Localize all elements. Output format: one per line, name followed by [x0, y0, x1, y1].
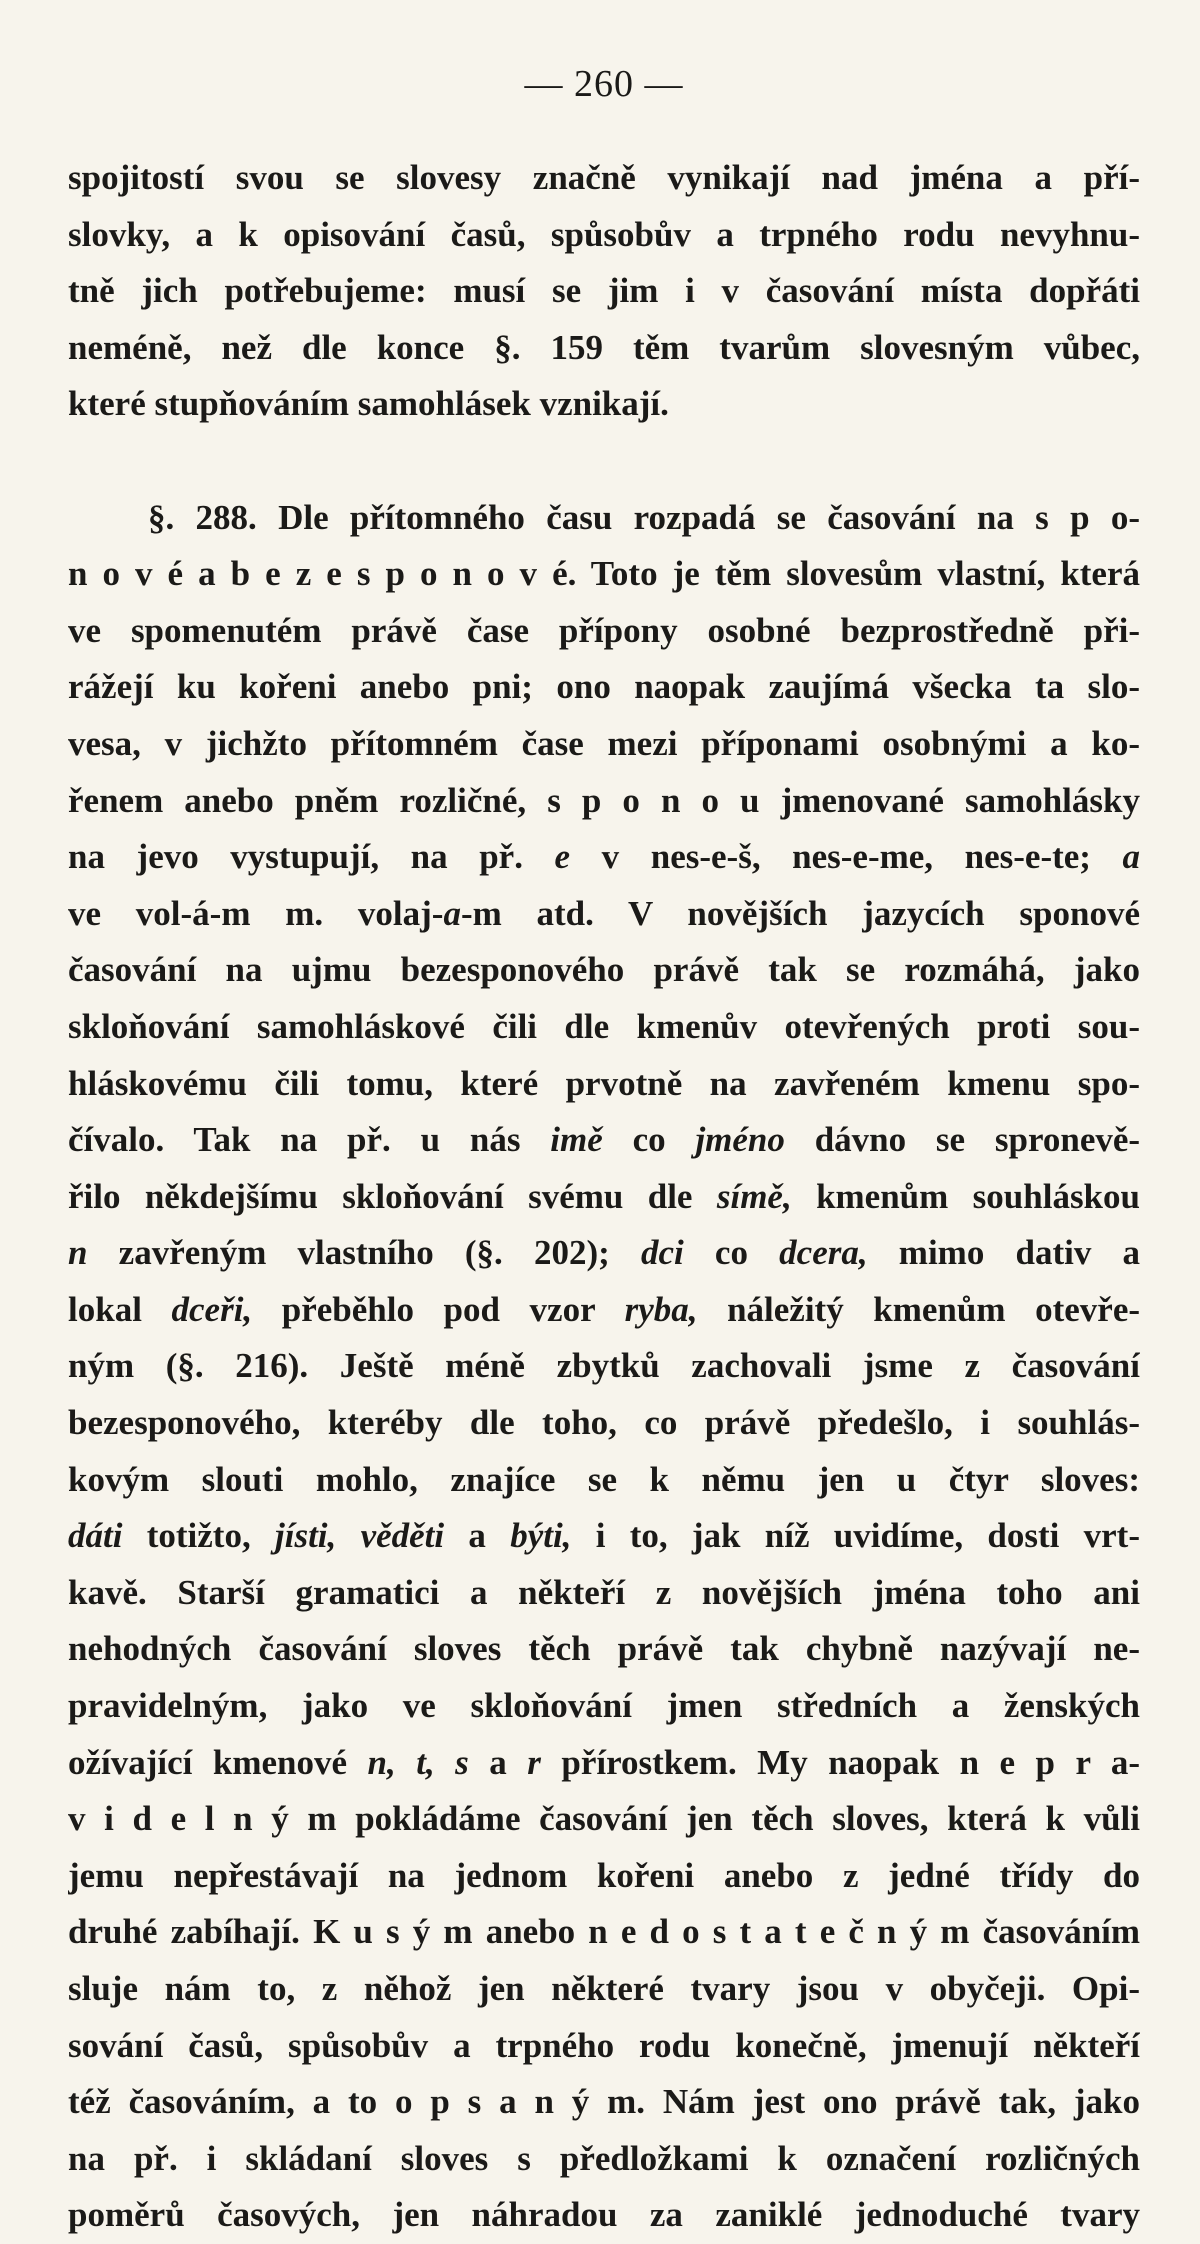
text-line: poměrů časových, jen náhradou za zaniklé jednoduché tvary	[68, 2195, 1140, 2235]
text-line	[68, 1791, 1140, 1848]
italic-term: dceři,	[171, 1289, 253, 1329]
text-span: přeběhlo pod vzor	[281, 1289, 595, 1329]
italic-term: símě,	[716, 1176, 792, 1216]
text-line: hláskovému čili tomu, které prvotně na zavřeném kmenu spo-	[68, 1063, 1140, 1103]
text-span: §. 288. Dle přítomného času rozpadá se časování na	[148, 497, 1014, 537]
italic-term: ryba,	[624, 1289, 698, 1329]
italic-term: r	[527, 1742, 541, 1782]
text-span: lokal	[68, 1289, 142, 1329]
text-line: ve spomenutém právě čase přípony osobné bezprostředně při-	[68, 610, 1140, 650]
text-span: a	[489, 1742, 507, 1782]
text-line	[68, 1169, 1140, 1226]
page-number: — 260 —	[524, 63, 684, 105]
text-span: též časováním, a to	[68, 2082, 378, 2122]
text-span: mimo dativ a	[898, 1233, 1140, 1273]
text-line: jemu nepřestávají na jednom kořeni anebo z jedné třídy do	[68, 1855, 1140, 1895]
text-line	[68, 490, 1140, 547]
text-line: vesa, v jichžto přítomném čase mezi příponami osobnými a ko-	[68, 723, 1140, 763]
text-line: rážejí ku kořeni anebo pni; ono naopak zaujímá všecka ta slo-	[68, 667, 1140, 707]
text-line: skloňování samohláskové čili dle kmenův otevřených proti sou-	[68, 1006, 1140, 1046]
text-line	[68, 1735, 1140, 1792]
text-line: ným (§. 216). Ještě méně zbytků zachovali jsme z časování	[68, 1346, 1140, 1386]
text-line	[68, 773, 1140, 830]
text-line	[68, 2074, 1140, 2131]
text-line: kavě. Starší gramatici a někteří z novějších jména toho ani	[68, 1572, 1140, 1612]
text-line: časování na ujmu bezesponového právě tak se rozmáhá, jako	[68, 950, 1140, 990]
text-line: slovky, a k opisování časů, spůsobův a trpného rodu nevyhnu-	[68, 214, 1140, 254]
paragraph-2	[68, 490, 1140, 2244]
text-line: které stupňováním samohlásek vznikají.	[68, 384, 669, 424]
text-span: na jevo vystupují, na př.	[68, 837, 523, 877]
text-line: tně jich potřebujeme: musí se jim i v časování místa dopřáti	[68, 271, 1140, 311]
spaced-term: o p s a n ý m.	[395, 2082, 646, 2122]
text-span: zavřeným vlastního (§. 202);	[118, 1233, 610, 1273]
italic-term: n	[68, 1233, 88, 1273]
text-line: kovým slouti mohlo, znajíce se k němu jen u čtyr sloves:	[68, 1459, 1140, 1499]
text-line	[68, 1112, 1140, 1169]
text-span: a	[198, 554, 216, 594]
text-line	[68, 1904, 1140, 1961]
text-span: co	[632, 1120, 666, 1160]
text-span: Nám jest ono právě tak, jako	[662, 2082, 1140, 2122]
spaced-term: n o v é	[68, 554, 184, 594]
text-span: náležitý kmenům otevře-	[727, 1289, 1140, 1329]
text-line	[68, 1282, 1140, 1339]
italic-term: e	[554, 837, 571, 877]
text-span: v nes-e-š, nes-e-me, nes-e-te;	[601, 837, 1091, 877]
text-span: druhé zabíhají.	[68, 1912, 300, 1952]
spaced-term: s p o-	[1035, 497, 1140, 537]
text-span: anebo	[485, 1912, 576, 1952]
italic-term: a	[443, 893, 461, 933]
spaced-term: n e p r a-	[959, 1742, 1140, 1782]
text-span: časováním	[982, 1912, 1140, 1952]
text-span: čívalo. Tak na př. u nás	[68, 1120, 521, 1160]
spaced-term: n e d o s t a t e č n ý m	[588, 1912, 970, 1952]
text-line	[68, 829, 1140, 886]
italic-term: n, t, s	[367, 1742, 469, 1782]
text-line: sování časů, spůsobův a trpného rodu konečně, jmenují někteří	[68, 2025, 1140, 2065]
paragraph-1	[68, 150, 1140, 433]
italic-term: věděti	[360, 1516, 445, 1556]
text-span: ve vol-á-m m. volaj-	[68, 893, 444, 933]
text-span: co	[714, 1233, 748, 1273]
text-line: na př. i skládaní sloves s předložkami k označení rozličných	[68, 2138, 1140, 2178]
text-line: spojitostí svou se slovesy značně vynikají nad jména a pří-	[68, 158, 1140, 197]
text-span: ožívající kmenové	[68, 1742, 348, 1782]
italic-term: jméno	[695, 1120, 785, 1160]
text-span: přírostkem. My naopak	[561, 1742, 940, 1782]
text-span: i to, jak níž uvidíme, dosti vrt-	[595, 1516, 1140, 1556]
text-line: nehodných časování sloves těch právě tak chybně nazývají ne-	[68, 1629, 1140, 1669]
text-span: dávno se spronevě-	[814, 1120, 1140, 1160]
text-line: sluje nám to, z něhož jen některé tvary jsou v obyčeji. Opi-	[68, 1969, 1140, 2008]
text-span: řenem anebo pněm rozličné,	[68, 780, 527, 820]
text-line	[68, 1508, 1140, 1565]
text-line: pravidelným, jako ve skloňování jmen středních a ženských	[68, 1686, 1140, 1726]
text-line: bezesponového, kteréby dle toho, co právě předešlo, i souhlás-	[68, 1403, 1140, 1443]
text-span: totižto,	[146, 1516, 251, 1556]
paragraph-gap	[68, 433, 1140, 490]
spaced-term: b e z e s p o n o v é.	[230, 554, 577, 594]
text-span: kmenům souhláskou	[816, 1176, 1140, 1216]
italic-term: a	[1122, 837, 1140, 877]
spaced-term: v i d e l n ý m	[68, 1799, 337, 1839]
text-span: Toto je těm slovesům vlastní, která	[590, 554, 1140, 594]
text-line	[68, 886, 1140, 943]
italic-term: jísti,	[275, 1516, 337, 1556]
italic-term: imě	[550, 1120, 603, 1160]
text-span: -m atd. V novějších jazycích sponové	[460, 893, 1140, 933]
text-line	[68, 1225, 1140, 1282]
italic-term: býti,	[510, 1516, 572, 1556]
text-span: pokládáme časování jen těch sloves, která k vůli	[355, 1799, 1140, 1839]
italic-term: dci	[640, 1233, 684, 1273]
italic-term: dcera,	[779, 1233, 868, 1273]
text-line	[68, 546, 1140, 603]
text-span: a	[468, 1516, 486, 1556]
italic-term: dáti	[68, 1516, 123, 1556]
text-span: řilo někdejšímu skloňování svému dle	[68, 1176, 693, 1216]
spaced-term: s p o n o u	[547, 780, 760, 820]
text-span: jmenované samohlásky	[780, 780, 1140, 820]
spaced-term: K u s ý m	[313, 1912, 473, 1952]
text-line: neméně, než dle konce §. 159 těm tvarům slovesným vůbec,	[68, 327, 1140, 367]
